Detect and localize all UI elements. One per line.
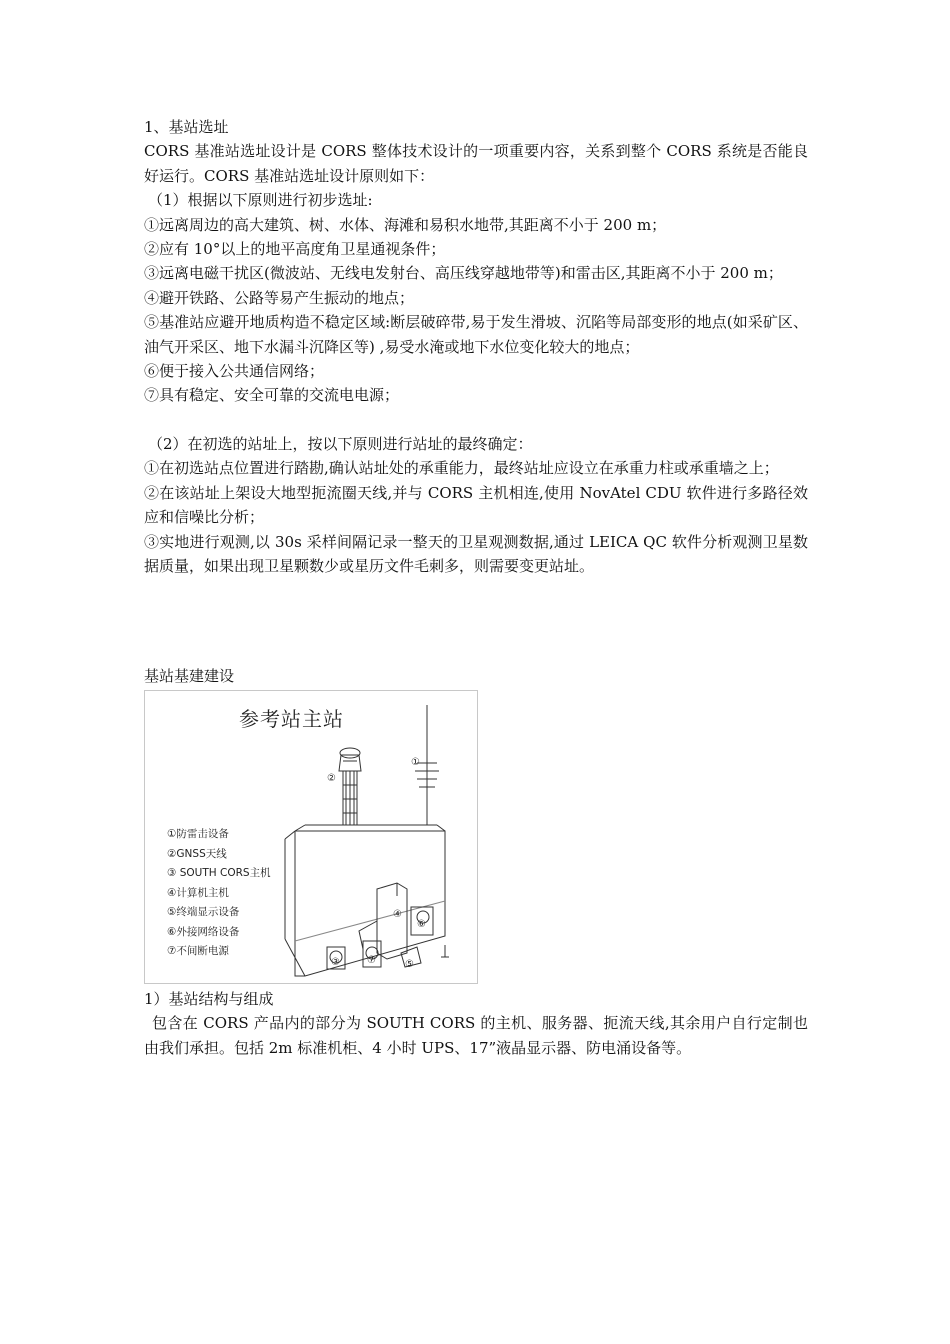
list-item: ⑥便于接入公共通信网络； [144, 362, 325, 381]
subsection-title: （2）在初选的站址上，按以下原则进行站址的最终确定： [148, 434, 533, 453]
callout-3: ③ [331, 957, 340, 968]
list-item: ③远离电磁干扰区(微波站、无线电发射台、高压线穿越地带等)和雷击区,其距离不小于 200 m； [144, 264, 783, 283]
intro-paragraph: CORS 基准站选址设计是 CORS 整体技术设计的一项重要内容，关系到整个 CORS 系统是否能良好运行。CORS 基准站选址设计原则如下： [144, 142, 808, 185]
section-structure [144, 987, 808, 1060]
callout-7: ⑦ [367, 955, 376, 966]
blank-line [144, 408, 808, 432]
legend-item: ②GNSS天线 [167, 847, 227, 860]
body-paragraph: 包含在 CORS 产品内的部分为 SOUTH CORS 的主机、服务器、扼流天线,其余用户自行定制也由我们承担。包括 2m 标准机柜、4 小时 UPS、17”液晶显示器、防电涌设备等。 [144, 1014, 808, 1057]
section-construction-heading [144, 664, 808, 688]
list-item: ②应有 10°以上的地平高度角卫星通视条件； [144, 240, 446, 259]
subsection-title: （1）根据以下原则进行初步选址: [148, 191, 373, 210]
legend-item: ⑤终端显示设备 [167, 906, 240, 918]
callout-6: ⑥ [417, 919, 426, 930]
section-site-selection [144, 115, 808, 578]
legend-item: ③ SOUTH CORS主机 [167, 867, 271, 879]
list-item: ③实地进行观测,以 30s 采样间隔记录一整天的卫星观测数据,通过 LEICA QC 软件分析观测卫星数据质量，如果出现卫星颗数少或星历文件毛刺多，则需要变更站址。 [144, 532, 808, 575]
callout-2: ② [327, 773, 336, 784]
figure-title: 参考站主站 [239, 707, 344, 731]
list-item: ①远离周边的高大建筑、树、水体、海滩和易积水地带,其距离不小于 200 m； [144, 215, 667, 234]
list-item: ②在该站址上架设大地型扼流圈天线,并与 CORS 主机相连,使用 NovAtel CDU 软件进行多路径效应和信噪比分析； [144, 483, 808, 527]
legend-item: ④计算机主机 [167, 886, 229, 899]
callout-5: ⑤ [405, 959, 414, 970]
list-item: ⑤基准站应避开地质构造不稳定区域:断层破碎带,易于发生滑坡、沉陷等局部变形的地点(如采矿区、油气开采区、地下水漏斗沉降区等) ,易受水淹或地下水位变化较大的地点； [144, 313, 808, 356]
legend-item: ⑥外接网络设备 [167, 925, 240, 938]
callout-4: ④ [393, 909, 402, 920]
list-item: ⑦具有稳定、安全可靠的交流电电源； [144, 386, 400, 405]
section-heading: 1、基站选址 [144, 118, 229, 136]
section-heading: 基站基建建设 [144, 667, 235, 685]
reference-station-diagram [144, 690, 478, 984]
callout-1: ① [411, 757, 420, 768]
figure-legend [167, 825, 271, 962]
legend-item: ①防雷击设备 [167, 828, 229, 840]
legend-item: ⑦不间断电源 [167, 945, 229, 957]
subsection-title: 1）基站结构与组成 [144, 990, 274, 1008]
list-item: ④避开铁路、公路等易产生振动的地点； [144, 288, 415, 307]
list-item: ①在初选站点位置进行踏勘,确认站址处的承重能力，最终站址应设立在承重力柱或承重墙之上； [144, 459, 779, 478]
